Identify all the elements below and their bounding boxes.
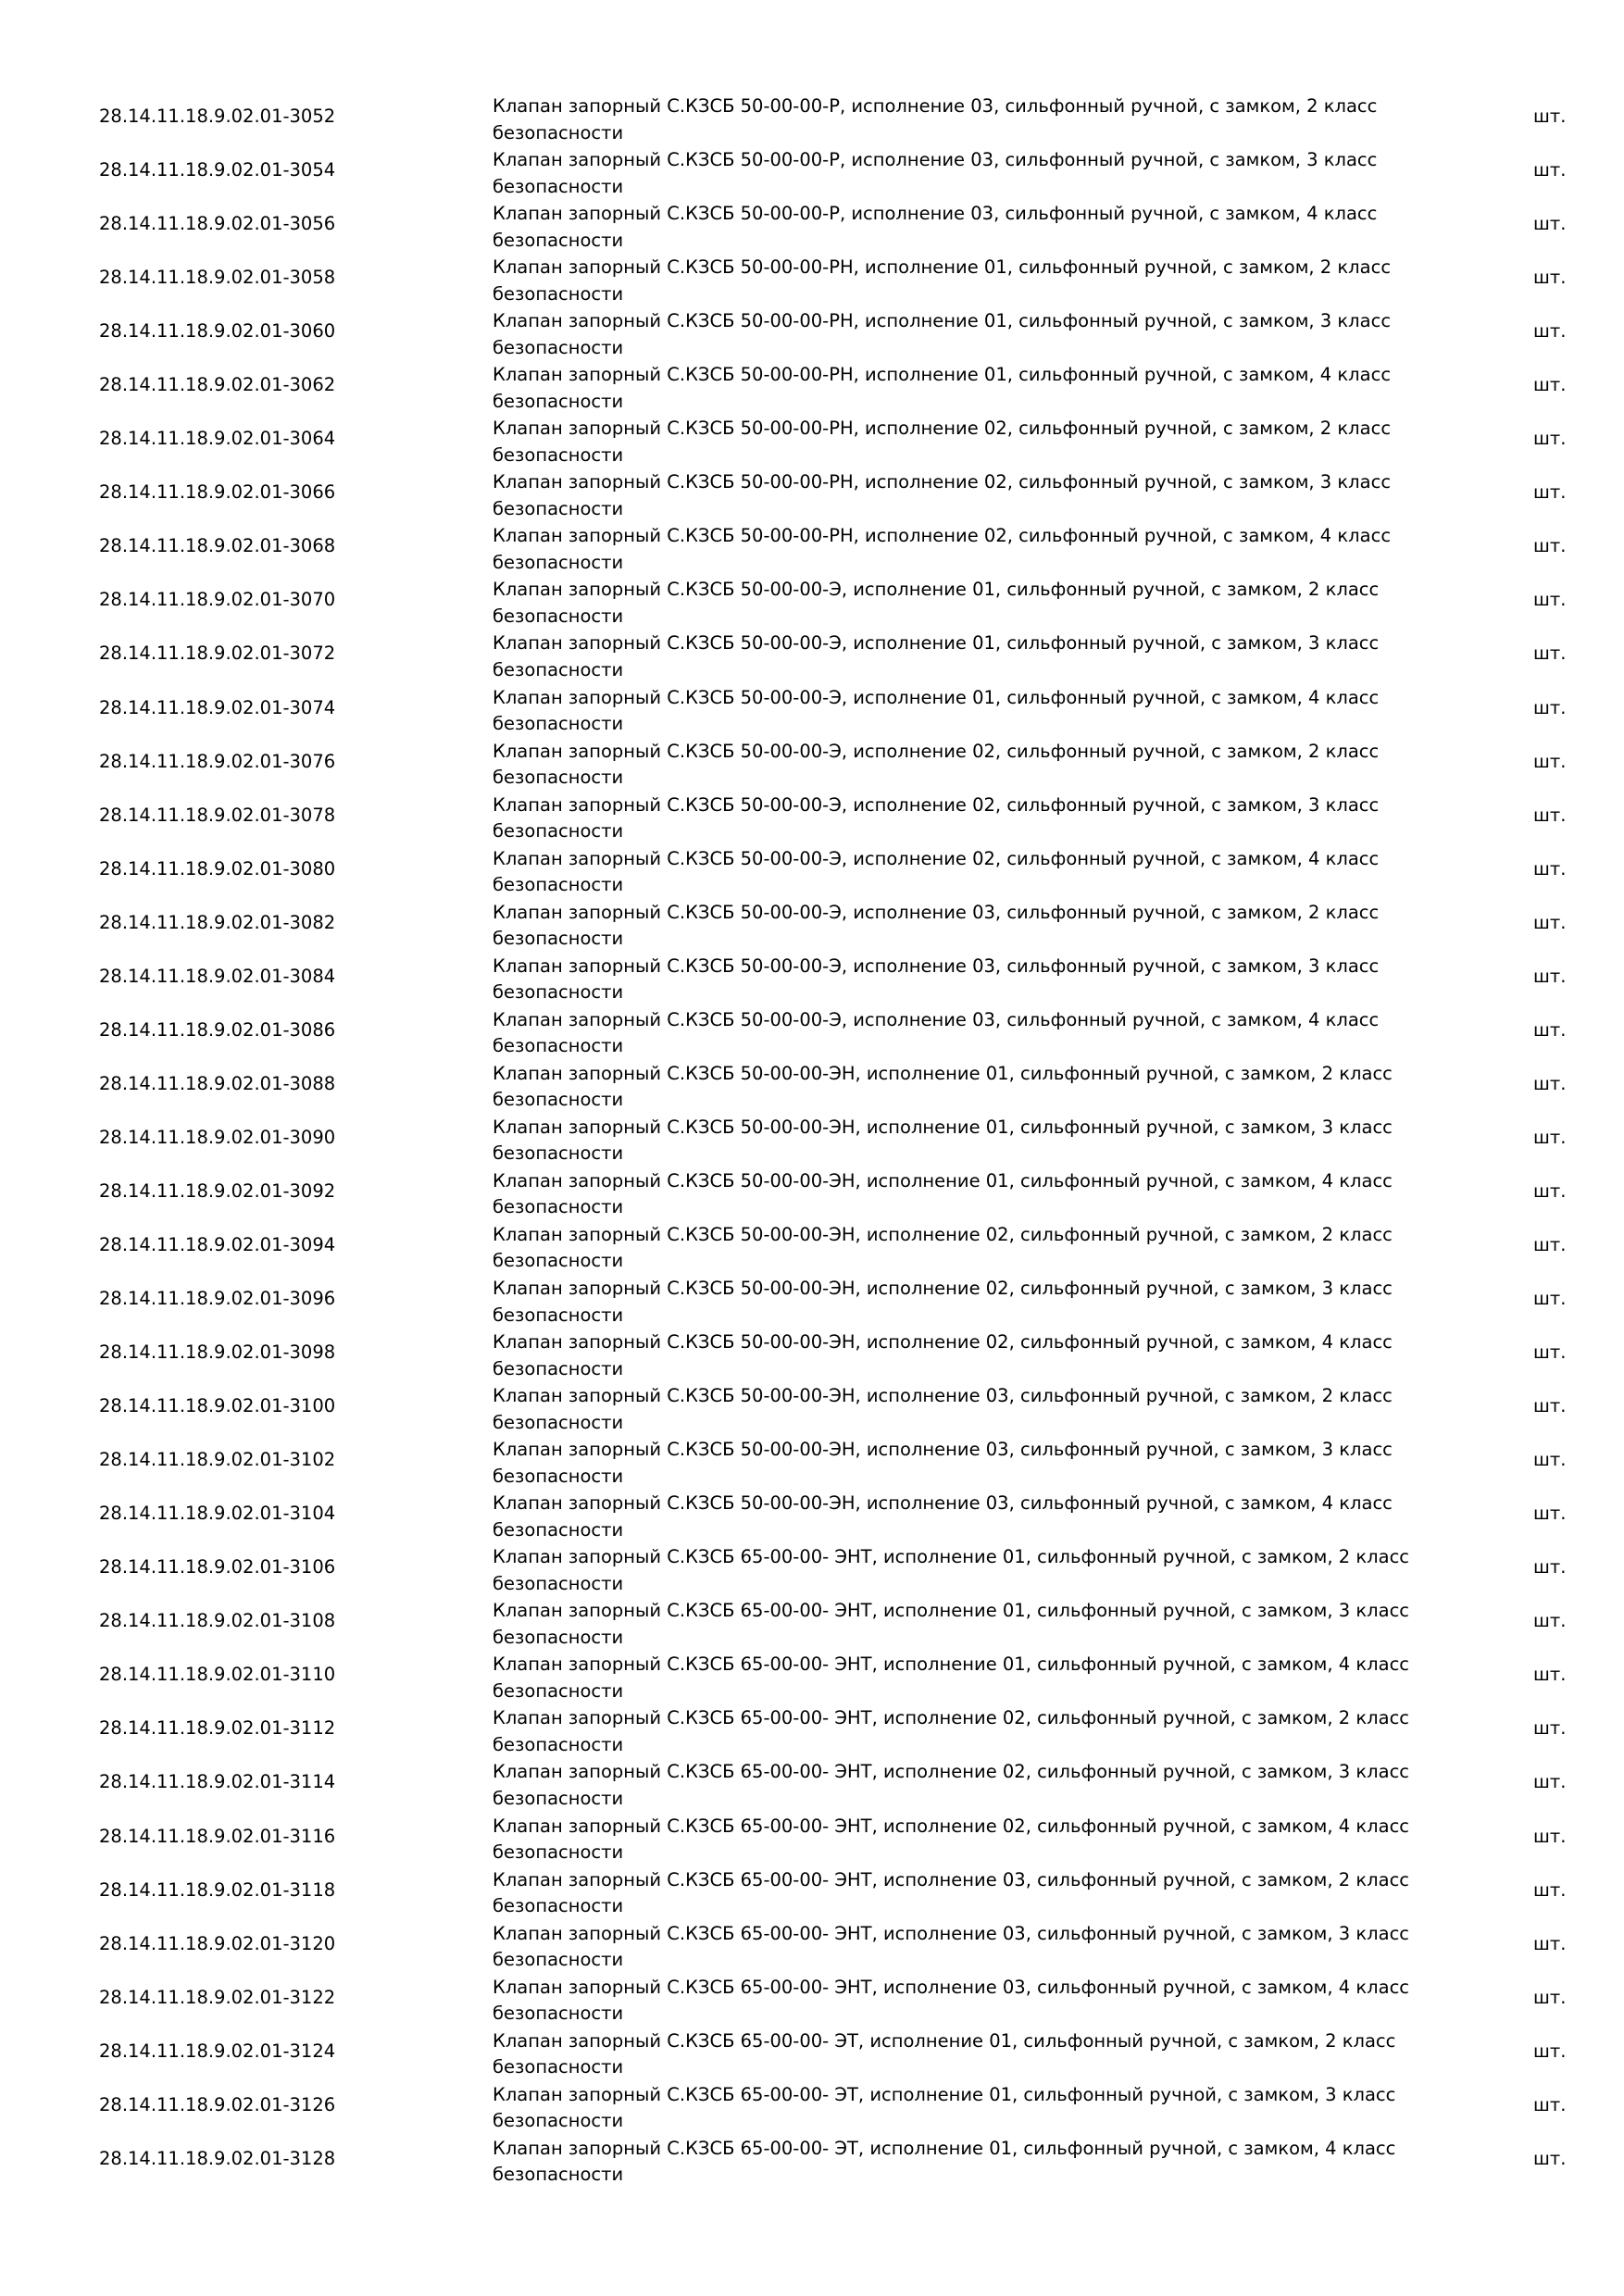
table-row — [0, 519, 1624, 573]
item-description — [493, 1491, 1437, 1543]
item-code: 28.14.11.18.9.02.01-3100 — [99, 1395, 336, 1417]
item-code: 28.14.11.18.9.02.01-3088 — [99, 1072, 336, 1094]
item-unit: шт. — [1533, 267, 1567, 289]
item-description-line: Клапан запорный С.КЗСБ 50-00-00-Э, исполнение 03, сильфонный ручной, с замком, 4 класс — [493, 1008, 1380, 1030]
item-code: 28.14.11.18.9.02.01-3076 — [99, 750, 336, 772]
item-description-continuation: безопасности — [493, 336, 624, 358]
item-description-line: Клапан запорный С.КЗСБ 65-00-00- ЭНТ, исполнение 01, сильфонный ручной, с замком, 3 класс — [493, 1600, 1410, 1622]
item-description — [493, 1329, 1437, 1382]
item-description — [493, 792, 1437, 845]
item-description-continuation: безопасности — [493, 121, 624, 144]
item-description-line: Клапан запорный С.КЗСБ 50-00-00-Э, исполнение 02, сильфонный ручной, с замком, 4 класс — [493, 847, 1380, 869]
item-code: 28.14.11.18.9.02.01-3060 — [99, 320, 336, 343]
item-description — [493, 2136, 1437, 2189]
item-description-line: Клапан запорный С.КЗСБ 50-00-00-ЭН, исполнение 03, сильфонный ручной, с замком, 3 класс — [493, 1439, 1393, 1461]
item-unit: шт. — [1533, 911, 1567, 933]
item-description-continuation: безопасности — [493, 282, 624, 305]
item-description-line: Клапан запорный С.КЗСБ 50-00-00-РН, исполнение 02, сильфонный ручной, с замком, 4 класс — [493, 525, 1392, 547]
item-description-continuation: безопасности — [493, 2164, 624, 2186]
table-row — [0, 358, 1624, 412]
table-row — [0, 1702, 1624, 1755]
item-description-line: Клапан запорный С.КЗСБ 50-00-00-РН, исполнение 02, сильфонный ручной, с замком, 2 класс — [493, 418, 1392, 440]
item-description-line: Клапан запорный С.КЗСБ 65-00-00- ЭНТ, исполнение 02, сильфонный ручной, с замком, 3 класс — [493, 1761, 1410, 1783]
item-unit: шт. — [1533, 1018, 1567, 1041]
item-description-continuation: безопасности — [493, 1949, 624, 1971]
item-code: 28.14.11.18.9.02.01-3094 — [99, 1233, 336, 1255]
table-row — [0, 735, 1624, 789]
item-description-line: Клапан запорный С.КЗСБ 50-00-00-ЭН, исполнение 02, сильфонный ручной, с замком, 3 класс — [493, 1278, 1393, 1300]
item-code: 28.14.11.18.9.02.01-3110 — [99, 1664, 336, 1686]
table-row — [0, 1057, 1624, 1111]
item-description — [493, 1276, 1437, 1329]
item-description-line: Клапан запорный С.КЗСБ 50-00-00-ЭН, исполнение 03, сильфонный ручной, с замком, 2 класс — [493, 1385, 1393, 1407]
item-description-line: Клапан запорный С.КЗСБ 50-00-00-РН, исполнение 01, сильфонный ручной, с замком, 4 класс — [493, 364, 1392, 386]
table-row — [0, 1594, 1624, 1648]
item-description — [493, 1383, 1437, 1436]
item-description-line: Клапан запорный С.КЗСБ 50-00-00-ЭН, исполнение 02, сильфонный ручной, с замком, 4 класс — [493, 1331, 1393, 1354]
table-row — [0, 1810, 1624, 1864]
table-row — [0, 1433, 1624, 1487]
item-unit: шт. — [1533, 1610, 1567, 1632]
item-code: 28.14.11.18.9.02.01-3124 — [99, 2040, 336, 2062]
table-row — [0, 1004, 1624, 1057]
table-row — [0, 573, 1624, 627]
item-description-line: Клапан запорный С.КЗСБ 50-00-00-Э, исполнение 03, сильфонный ручной, с замком, 2 класс — [493, 901, 1380, 923]
item-code: 28.14.11.18.9.02.01-3082 — [99, 911, 336, 933]
item-description — [493, 1007, 1437, 1060]
item-description — [493, 1222, 1437, 1275]
item-description-continuation: безопасности — [493, 1679, 624, 1702]
item-description-continuation: безопасности — [493, 175, 624, 197]
item-code: 28.14.11.18.9.02.01-3096 — [99, 1288, 336, 1310]
item-code: 28.14.11.18.9.02.01-3080 — [99, 857, 336, 880]
item-description-line: Клапан запорный С.КЗСБ 50-00-00-Р, исполнение 03, сильфонный ручной, с замком, 3 класс — [493, 149, 1378, 171]
item-code: 28.14.11.18.9.02.01-3052 — [99, 106, 336, 127]
item-description-line: Клапан запорный С.КЗСБ 50-00-00-ЭН, исполнение 03, сильфонный ручной, с замком, 4 класс — [493, 1492, 1393, 1515]
item-code: 28.14.11.18.9.02.01-3106 — [99, 1556, 336, 1578]
item-code: 28.14.11.18.9.02.01-3078 — [99, 804, 336, 826]
table-row — [0, 789, 1624, 842]
item-code: 28.14.11.18.9.02.01-3112 — [99, 1717, 336, 1740]
item-code: 28.14.11.18.9.02.01-3054 — [99, 159, 336, 181]
table-row — [0, 90, 1624, 144]
item-description-line: Клапан запорный С.КЗСБ 50-00-00-Э, исполнение 02, сильфонный ручной, с замком, 3 класс — [493, 793, 1380, 816]
item-unit: шт. — [1533, 1503, 1567, 1525]
item-unit: шт. — [1533, 1825, 1567, 1847]
item-description-line: Клапан запорный С.КЗСБ 50-00-00-Р, исполнение 03, сильфонный ручной, с замком, 4 класс — [493, 203, 1378, 225]
item-unit: шт. — [1533, 159, 1567, 181]
item-unit: шт. — [1533, 1556, 1567, 1578]
item-description-line: Клапан запорный С.КЗСБ 50-00-00-ЭН, исполнение 01, сильфонный ручной, с замком, 4 класс — [493, 1169, 1393, 1192]
item-code: 28.14.11.18.9.02.01-3102 — [99, 1449, 336, 1471]
item-description-continuation: безопасности — [493, 1626, 624, 1648]
item-description — [493, 2028, 1437, 2081]
item-code: 28.14.11.18.9.02.01-3072 — [99, 643, 336, 665]
item-code: 28.14.11.18.9.02.01-3116 — [99, 1825, 336, 1847]
item-description — [493, 1975, 1437, 2028]
item-description — [493, 469, 1437, 522]
item-description-line: Клапан запорный С.КЗСБ 65-00-00- ЭТ, исполнение 01, сильфонный ручной, с замком, 4 класс — [493, 2137, 1396, 2159]
item-code: 28.14.11.18.9.02.01-3062 — [99, 374, 336, 396]
item-description-continuation: безопасности — [493, 1142, 624, 1165]
item-code: 28.14.11.18.9.02.01-3066 — [99, 481, 336, 504]
table-row — [0, 842, 1624, 896]
item-description — [493, 1759, 1437, 1812]
item-code: 28.14.11.18.9.02.01-3122 — [99, 1986, 336, 2008]
item-code: 28.14.11.18.9.02.01-3090 — [99, 1126, 336, 1148]
item-description-continuation: безопасности — [493, 2056, 624, 2078]
item-description — [493, 1544, 1437, 1597]
item-description-line: Клапан запорный С.КЗСБ 50-00-00-РН, исполнение 01, сильфонный ручной, с замком, 3 класс — [493, 310, 1392, 332]
document-table — [0, 90, 1624, 2186]
item-code: 28.14.11.18.9.02.01-3070 — [99, 589, 336, 611]
item-description-line: Клапан запорный С.КЗСБ 50-00-00-Э, исполнение 01, сильфонный ручной, с замком, 2 класс — [493, 579, 1380, 601]
item-description-line: Клапан запорный С.КЗСБ 65-00-00- ЭТ, исполнение 01, сильфонный ручной, с замком, 3 класс — [493, 2083, 1396, 2105]
item-unit: шт. — [1533, 1395, 1567, 1417]
item-description — [493, 1705, 1437, 1758]
item-description-continuation: безопасности — [493, 1841, 624, 1863]
item-code: 28.14.11.18.9.02.01-3114 — [99, 1771, 336, 1793]
item-unit: шт. — [1533, 374, 1567, 396]
table-row — [0, 1648, 1624, 1702]
item-unit: шт. — [1533, 1233, 1567, 1255]
item-description — [493, 1061, 1437, 1114]
item-description-continuation: безопасности — [493, 1465, 624, 1487]
table-row — [0, 1755, 1624, 1809]
item-unit: шт. — [1533, 535, 1567, 557]
item-unit: шт. — [1533, 857, 1567, 880]
item-description-line: Клапан запорный С.КЗСБ 50-00-00-Э, исполнение 01, сильфонный ручной, с замком, 4 класс — [493, 686, 1380, 708]
item-code: 28.14.11.18.9.02.01-3118 — [99, 1878, 336, 1901]
table-row — [0, 1218, 1624, 1272]
item-description-line: Клапан запорный С.КЗСБ 65-00-00- ЭНТ, исполнение 01, сильфонный ручной, с замком, 4 класс — [493, 1653, 1410, 1676]
item-unit: шт. — [1533, 320, 1567, 343]
item-description — [493, 94, 1437, 146]
item-unit: шт. — [1533, 589, 1567, 611]
item-code: 28.14.11.18.9.02.01-3064 — [99, 428, 336, 450]
item-description-line: Клапан запорный С.КЗСБ 50-00-00-РН, исполнение 02, сильфонный ручной, с замком, 3 класс — [493, 471, 1392, 493]
item-unit: шт. — [1533, 2147, 1567, 2169]
table-row — [0, 1379, 1624, 1433]
table-row — [0, 1971, 1624, 2025]
table-row — [0, 144, 1624, 197]
item-unit: шт. — [1533, 2040, 1567, 2062]
item-description-continuation: безопасности — [493, 1411, 624, 1433]
item-unit: шт. — [1533, 643, 1567, 665]
item-unit: шт. — [1533, 1449, 1567, 1471]
item-description-continuation: безопасности — [493, 551, 624, 573]
item-description — [493, 362, 1437, 415]
item-code: 28.14.11.18.9.02.01-3126 — [99, 2093, 336, 2115]
item-description-continuation: безопасности — [493, 658, 624, 680]
table-row — [0, 1864, 1624, 1917]
item-description — [493, 2082, 1437, 2135]
item-code: 28.14.11.18.9.02.01-3092 — [99, 1179, 336, 1202]
item-description-continuation: безопасности — [493, 390, 624, 412]
item-description — [493, 900, 1437, 953]
table-row — [0, 466, 1624, 519]
table-row — [0, 627, 1624, 680]
item-unit: шт. — [1533, 696, 1567, 718]
item-unit: шт. — [1533, 1664, 1567, 1686]
table-row — [0, 681, 1624, 735]
item-description-continuation: безопасности — [493, 1787, 624, 1809]
table-row — [0, 251, 1624, 305]
item-code: 28.14.11.18.9.02.01-3108 — [99, 1610, 336, 1632]
item-description — [493, 1921, 1437, 1974]
table-row — [0, 1272, 1624, 1326]
item-description — [493, 685, 1437, 738]
item-description-continuation: безопасности — [493, 1089, 624, 1111]
item-unit: шт. — [1533, 1717, 1567, 1740]
table-row — [0, 1165, 1624, 1218]
item-description-continuation: безопасности — [493, 820, 624, 842]
item-description-line: Клапан запорный С.КЗСБ 50-00-00-ЭН, исполнение 01, сильфонный ручной, с замком, 2 класс — [493, 1062, 1393, 1084]
item-description — [493, 1598, 1437, 1651]
item-description — [493, 1867, 1437, 1920]
table-row — [0, 2132, 1624, 2186]
item-unit: шт. — [1533, 1771, 1567, 1793]
item-description-continuation: безопасности — [493, 1196, 624, 1218]
item-code: 28.14.11.18.9.02.01-3068 — [99, 535, 336, 557]
item-description-continuation: безопасности — [493, 605, 624, 627]
item-code: 28.14.11.18.9.02.01-3056 — [99, 213, 336, 235]
item-unit: шт. — [1533, 1986, 1567, 2008]
item-description-line: Клапан запорный С.КЗСБ 50-00-00-ЭН, исполнение 01, сильфонный ручной, с замком, 3 класс — [493, 1116, 1393, 1138]
item-code: 28.14.11.18.9.02.01-3120 — [99, 1932, 336, 1954]
item-description-continuation: безопасности — [493, 1895, 624, 1917]
item-description-continuation: безопасности — [493, 1572, 624, 1594]
item-description-continuation: безопасности — [493, 767, 624, 789]
item-description-continuation: безопасности — [493, 229, 624, 251]
item-description — [493, 1652, 1437, 1704]
item-description-continuation: безопасности — [493, 1733, 624, 1755]
item-unit: шт. — [1533, 2093, 1567, 2115]
item-description-line: Клапан запорный С.КЗСБ 65-00-00- ЭНТ, исполнение 02, сильфонный ручной, с замком, 2 класс — [493, 1707, 1410, 1729]
item-unit: шт. — [1533, 1932, 1567, 1954]
item-unit: шт. — [1533, 213, 1567, 235]
item-unit: шт. — [1533, 1878, 1567, 1901]
item-description — [493, 739, 1437, 792]
item-description — [493, 1168, 1437, 1221]
item-description-line: Клапан запорный С.КЗСБ 65-00-00- ЭНТ, исполнение 03, сильфонный ручной, с замком, 2 класс — [493, 1868, 1410, 1890]
item-description-line: Клапан запорный С.КЗСБ 65-00-00- ЭТ, исполнение 01, сильфонный ручной, с замком, 2 класс — [493, 2029, 1396, 2052]
item-description — [493, 308, 1437, 361]
table-row — [0, 412, 1624, 466]
item-unit: шт. — [1533, 804, 1567, 826]
item-description-line: Клапан запорный С.КЗСБ 65-00-00- ЭНТ, исполнение 03, сильфонный ручной, с замком, 3 класс — [493, 1922, 1410, 1944]
item-description-continuation: безопасности — [493, 928, 624, 950]
item-code: 28.14.11.18.9.02.01-3058 — [99, 267, 336, 289]
item-description-continuation: безопасности — [493, 497, 624, 519]
item-code: 28.14.11.18.9.02.01-3104 — [99, 1503, 336, 1525]
table-row — [0, 1917, 1624, 1971]
item-description-line: Клапан запорный С.КЗСБ 50-00-00-Э, исполнение 03, сильфонный ручной, с замком, 3 класс — [493, 955, 1380, 977]
item-description-line: Клапан запорный С.КЗСБ 65-00-00- ЭНТ, исполнение 01, сильфонный ручной, с замком, 2 класс — [493, 1546, 1410, 1568]
item-unit: шт. — [1533, 428, 1567, 450]
item-description-line: Клапан запорный С.КЗСБ 65-00-00- ЭНТ, исполнение 03, сильфонный ручной, с замком, 4 класс — [493, 1976, 1410, 1998]
item-description — [493, 523, 1437, 576]
item-description — [493, 1437, 1437, 1490]
item-code: 28.14.11.18.9.02.01-3098 — [99, 1341, 336, 1364]
item-unit: шт. — [1533, 1341, 1567, 1364]
item-description — [493, 577, 1437, 630]
item-code: 28.14.11.18.9.02.01-3084 — [99, 965, 336, 987]
item-unit: шт. — [1533, 106, 1567, 127]
item-description-line: Клапан запорный С.КЗСБ 50-00-00-Э, исполнение 02, сильфонный ручной, с замком, 2 класс — [493, 740, 1380, 762]
item-description — [493, 147, 1437, 200]
item-description — [493, 416, 1437, 468]
item-description-continuation: безопасности — [493, 874, 624, 896]
table-row — [0, 2078, 1624, 2132]
table-row — [0, 305, 1624, 358]
item-unit: шт. — [1533, 1126, 1567, 1148]
item-unit: шт. — [1533, 1072, 1567, 1094]
item-code: 28.14.11.18.9.02.01-3074 — [99, 696, 336, 718]
table-row — [0, 950, 1624, 1004]
item-unit: шт. — [1533, 750, 1567, 772]
table-row — [0, 1541, 1624, 1594]
item-description-line: Клапан запорный С.КЗСБ 50-00-00-Э, исполнение 01, сильфонный ручной, с замком, 3 класс — [493, 632, 1380, 655]
item-description-continuation: безопасности — [493, 1035, 624, 1057]
table-row — [0, 2025, 1624, 2078]
item-description-line: Клапан запорный С.КЗСБ 50-00-00-РН, исполнение 01, сильфонный ручной, с замком, 2 класс — [493, 256, 1392, 279]
item-description — [493, 255, 1437, 307]
item-description-continuation: безопасности — [493, 1518, 624, 1541]
item-unit: шт. — [1533, 965, 1567, 987]
item-description — [493, 630, 1437, 683]
item-description-continuation: безопасности — [493, 1357, 624, 1379]
item-unit: шт. — [1533, 1288, 1567, 1310]
item-code: 28.14.11.18.9.02.01-3128 — [99, 2147, 336, 2169]
item-description-continuation: безопасности — [493, 981, 624, 1004]
item-description-continuation: безопасности — [493, 2003, 624, 2025]
item-description-line: Клапан запорный С.КЗСБ 65-00-00- ЭНТ, исполнение 02, сильфонный ручной, с замком, 4 класс — [493, 1815, 1410, 1837]
item-code: 28.14.11.18.9.02.01-3086 — [99, 1018, 336, 1041]
item-unit: шт. — [1533, 1179, 1567, 1202]
item-description-continuation: безопасности — [493, 443, 624, 466]
item-description-line: Клапан запорный С.КЗСБ 50-00-00-ЭН, исполнение 02, сильфонный ручной, с замком, 2 класс — [493, 1223, 1393, 1245]
table-row — [0, 896, 1624, 950]
item-description-continuation: безопасности — [493, 2110, 624, 2132]
item-description-continuation: безопасности — [493, 713, 624, 735]
item-description — [493, 846, 1437, 899]
item-unit: шт. — [1533, 481, 1567, 504]
table-row — [0, 1111, 1624, 1165]
item-description-continuation: безопасности — [493, 1250, 624, 1272]
item-description-continuation: безопасности — [493, 1304, 624, 1326]
table-row — [0, 1326, 1624, 1379]
item-description — [493, 954, 1437, 1006]
item-description — [493, 1814, 1437, 1866]
item-description — [493, 1115, 1437, 1167]
item-description-line: Клапан запорный С.КЗСБ 50-00-00-Р, исполнение 03, сильфонный ручной, с замком, 2 класс — [493, 95, 1378, 117]
table-row — [0, 197, 1624, 251]
item-description — [493, 201, 1437, 254]
table-row — [0, 1487, 1624, 1541]
